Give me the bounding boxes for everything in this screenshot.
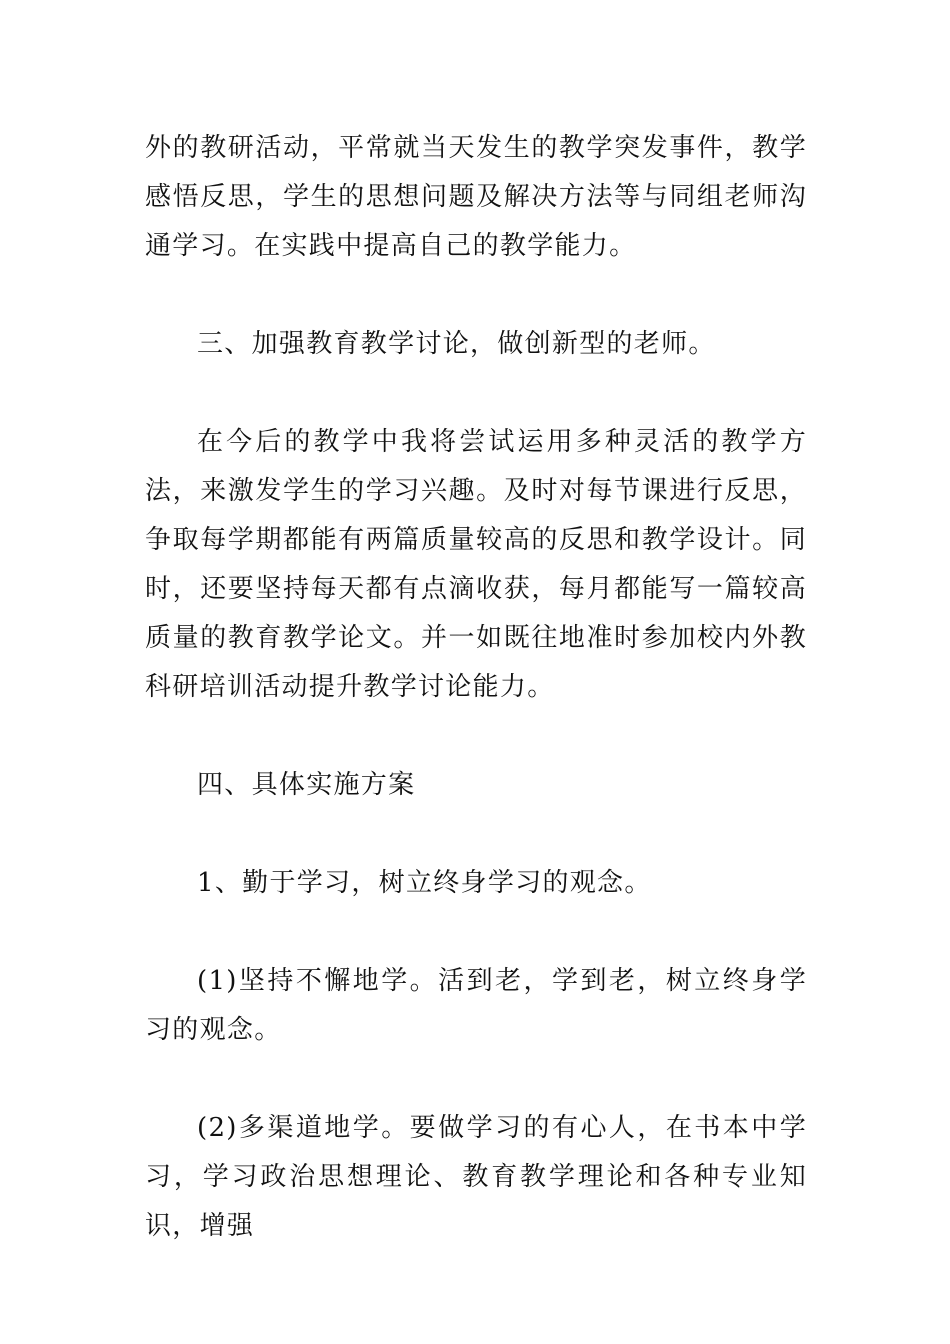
paragraph-gap bbox=[145, 712, 807, 761]
paragraph-teaching-methods: 在今后的教学中我将尝试运用多种灵活的教学方法，来激发学生的学习兴趣。及时对每节课进行反思，争取每学期都能有两篇质量较高的反思和教学设计。同时，还要坚持每天都有点滴收获，每月都能写一篇较高质量的教育教学论文。并一如既往地准时参加校内外教科研培训活动提升教学讨论能力。 bbox=[145, 427, 807, 702]
paragraph-gap bbox=[145, 908, 807, 957]
paragraph-gap bbox=[145, 1055, 807, 1104]
paragraph-continuation: 外的教研活动，平常就当天发生的教学突发事件，教学感悟反思，学生的思想问题及解决方法等与同组老师沟通学习。在实践中提高自己的教学能力。 bbox=[145, 133, 807, 261]
section-heading-four: 四、具体实施方案 bbox=[197, 770, 416, 800]
paragraph-gap bbox=[145, 271, 807, 320]
section-heading-three: 三、加强教育教学讨论，做创新型的老师。 bbox=[197, 329, 716, 359]
paragraph-gap bbox=[145, 810, 807, 859]
paragraph-gap bbox=[145, 369, 807, 418]
list-subitem-two: (2)多渠道地学。要做学习的有心人，在书本中学习，学习政治思想理论、教育教学理论和各种专业知识，增强 bbox=[145, 1113, 807, 1241]
list-item-heading-one: 1、勤于学习，树立终身学习的观念。 bbox=[197, 868, 652, 898]
list-subitem-one: (1)坚持不懈地学。活到老，学到老，树立终身学习的观念。 bbox=[145, 966, 807, 1045]
document-body bbox=[145, 124, 807, 1251]
